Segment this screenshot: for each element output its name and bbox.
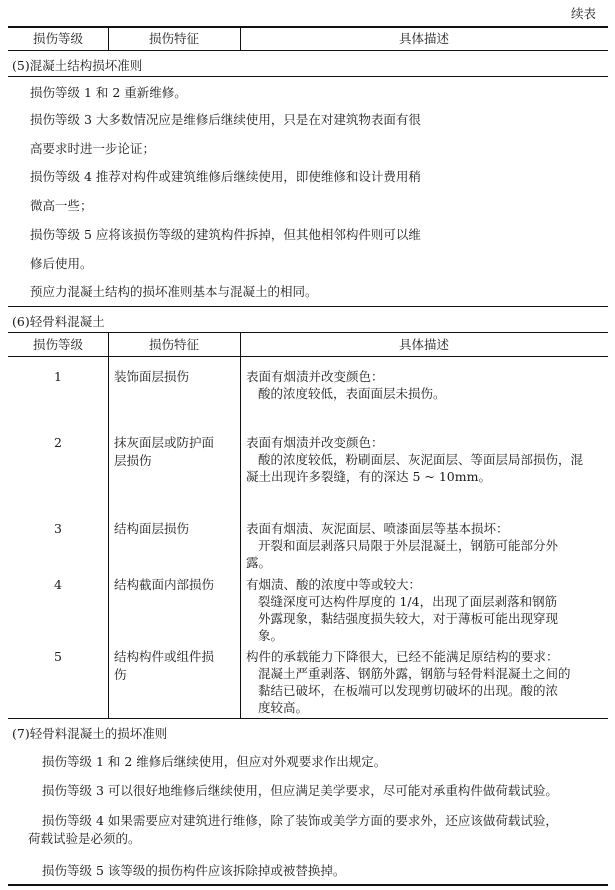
description-line: 度较高。 <box>258 700 309 715</box>
section-5-paragraph: 损伤等级 1 和 2 重新维修。 <box>30 85 187 100</box>
top-border <box>8 26 608 28</box>
table-cell-feature <box>114 434 238 470</box>
description-head: 表面有烟渍并改变颜色： <box>246 369 384 384</box>
divider <box>108 26 109 50</box>
section-5-paragraph: 修后使用。 <box>30 256 93 271</box>
table-header-damage-grade: 损伤等级 <box>32 337 83 352</box>
table-cell-feature <box>114 648 238 684</box>
divider <box>108 332 109 356</box>
description-head: 构件的承载能力下降很大，已经不能满足原结构的要求： <box>246 649 559 664</box>
section-5-paragraph: 预应力混凝土结构的损坏准则基本与混凝土的相同。 <box>30 284 318 299</box>
table-cell-description <box>246 368 602 402</box>
bottom-border <box>8 884 608 886</box>
description-line: 混凝土严重剥落、钢筋外露，钢筋与轻骨料混凝土之间的 <box>258 666 571 681</box>
table-cell-grade: 4 <box>54 577 62 592</box>
header-damage-feature: 损伤特征 <box>148 31 199 46</box>
continued-label: 续表 <box>570 6 596 21</box>
description-head: 有烟渍、酸的浓度中等或较大： <box>246 577 422 592</box>
table-cell-feature <box>114 520 238 538</box>
header-description: 具体描述 <box>398 31 449 46</box>
section-divider <box>8 76 608 77</box>
description-line: 黏结已破坏，在板端可以发现剪切破坏的出现。酸的浓 <box>258 683 559 698</box>
table-cell-feature <box>114 368 238 386</box>
divider <box>240 26 241 50</box>
description-line: 外露现象，黏结强度损失较大，对于薄板可能出现穿现 <box>258 611 559 626</box>
table-cell-grade: 3 <box>54 521 62 536</box>
header-damage-grade: 损伤等级 <box>32 31 83 46</box>
section-7-paragraph: 损伤等级 5 该等级的损伤构件应该拆除掉或被替换掉。 <box>42 863 346 878</box>
description-head: 表面有烟渍并改变颜色： <box>246 435 384 450</box>
section-5-paragraph: 高要求时进一步论证； <box>30 141 156 156</box>
table-cell-description <box>246 434 602 485</box>
description-line: 酸的浓度较低，表面面层未损伤。 <box>258 386 446 401</box>
table-header-damage-feature: 损伤特征 <box>148 337 199 352</box>
section-divider <box>8 306 608 307</box>
feature-line: 结构截面内部损伤 <box>114 577 215 592</box>
table-cell-feature <box>114 576 238 594</box>
description-line: 开裂和面层剥落只局限于外层混凝土，钢筋可能部分外 <box>258 538 559 553</box>
table-cell-grade: 1 <box>54 369 62 384</box>
table-cell-grade: 2 <box>54 435 62 450</box>
section-7-paragraph: 损伤等级 3 可以很好地维修后继续使用，但应满足美学要求，尽可能对承重构件做荷载试验。 <box>42 783 558 798</box>
section-5-title: (5)混凝土结构损坏准则 <box>12 58 143 73</box>
feature-line: 结构面层损伤 <box>114 521 190 536</box>
header-divider <box>8 50 608 51</box>
section-7-paragraph: 荷载试验是必须的。 <box>28 831 141 846</box>
description-line: 凝土出现许多裂缝，有的深达 5 ~ 10mm。 <box>246 469 491 484</box>
section-7-paragraph: 损伤等级 4 如果需要应对建筑进行维修，除了装饰或美学方面的要求外，还应该做荷载试验， <box>42 813 558 828</box>
divider <box>240 332 241 356</box>
section-5-paragraph: 损伤等级 5 应将该损伤等级的建筑构件拆掉，但其他相邻构件则可以维 <box>30 227 421 242</box>
feature-line: 抹灰面层或防护面 <box>114 435 215 450</box>
section-5-paragraph: 微高一些； <box>30 198 93 213</box>
description-head: 表面有烟渍、灰泥面层、喷漆面层等基本损坏： <box>246 521 509 536</box>
table-cell-description <box>246 648 602 716</box>
divider <box>108 356 109 718</box>
divider <box>240 356 241 718</box>
section-divider <box>8 332 608 333</box>
table-cell-description <box>246 520 602 571</box>
description-line: 酸的浓度较低，粉刷面层、灰泥面层、等面层局部损伤，混 <box>258 452 584 467</box>
feature-line: 伤 <box>114 667 127 682</box>
feature-line: 结构构件或组件损 <box>114 649 215 664</box>
description-line: 象。 <box>258 628 284 643</box>
table-header-description: 具体描述 <box>398 337 449 352</box>
feature-line: 层损伤 <box>114 453 152 468</box>
section-5-paragraph: 损伤等级 3 大多数情况应是维修后继续使用，只是在对建筑物表面有很 <box>30 112 421 127</box>
section-6-title: (6)轻骨料混凝土 <box>12 314 105 329</box>
table-cell-description <box>246 576 602 644</box>
section-5-paragraph: 损伤等级 4 推荐对构件或建筑维修后继续使用，即使维修和设计费用稍 <box>30 169 421 184</box>
section-7-paragraph: 损伤等级 1 和 2 维修后继续使用，但应对外观要求作出规定。 <box>42 754 387 769</box>
feature-line: 装饰面层损伤 <box>114 369 190 384</box>
section-divider <box>8 718 608 719</box>
description-line: 露。 <box>246 555 272 570</box>
section-7-title: (7)轻骨料混凝土的损坏准则 <box>12 726 168 741</box>
table-cell-grade: 5 <box>54 649 62 664</box>
description-line: 裂缝深度可达构件厚度的 1/4，出现了面层剥落和钢筋 <box>258 594 558 609</box>
table-header-divider <box>8 356 608 357</box>
